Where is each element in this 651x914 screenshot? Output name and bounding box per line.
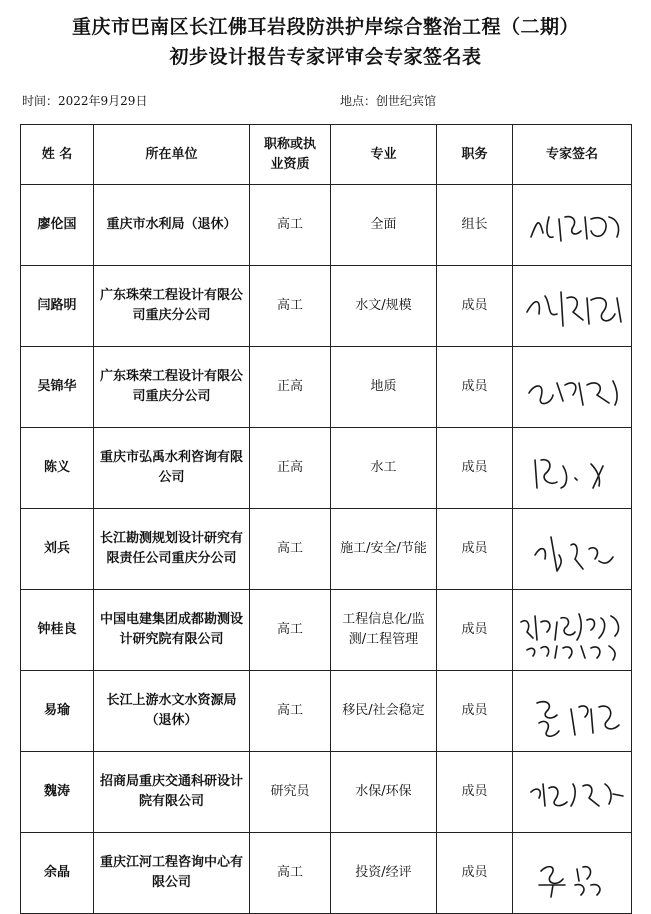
- cell-major: 移民/社会稳定: [331, 671, 437, 752]
- document-title-line-2: 初步设计报告专家评审会专家签名表: [169, 46, 482, 68]
- cell-signature: [513, 347, 632, 428]
- handwritten-signature: [517, 673, 632, 749]
- table-row: [21, 509, 632, 590]
- cell-name: 吴锦华: [21, 347, 94, 428]
- cell-name: 余晶: [21, 833, 94, 914]
- cell-role: 成员: [437, 428, 513, 509]
- header-role: 职务: [437, 125, 513, 185]
- signature-stroke: [535, 537, 613, 571]
- handwritten-signature: [517, 187, 632, 263]
- table-row: [21, 266, 632, 347]
- table-row: [21, 833, 632, 914]
- cell-signature: [513, 752, 632, 833]
- cell-signature: [513, 671, 632, 752]
- meeting-date: 时间：2022年9月29日: [22, 94, 148, 108]
- handwritten-signature: [517, 835, 632, 911]
- cell-unit: 中国电建集团成都勘测设计研究院有限公司: [94, 590, 250, 671]
- header-signature: 专家签名: [513, 125, 632, 185]
- cell-unit: 长江上游水文水资源局（退休）: [94, 671, 250, 752]
- cell-role: 组长: [437, 185, 513, 266]
- handwritten-signature: [517, 511, 632, 587]
- cell-role: 成员: [437, 509, 513, 590]
- signature-stroke: [531, 217, 619, 241]
- cell-unit: 长江勘测规划设计研究有限责任公司重庆分公司: [94, 509, 250, 590]
- handwritten-signature: [517, 349, 632, 425]
- cell-major: 水工: [331, 428, 437, 509]
- signature-stroke: [527, 292, 621, 326]
- cell-role: 成员: [437, 266, 513, 347]
- cell-major: 水保/环保: [331, 752, 437, 833]
- cell-name: 易瑜: [21, 671, 94, 752]
- cell-name: 钟桂良: [21, 590, 94, 671]
- table-row: [21, 428, 632, 509]
- header-major: 专业: [331, 125, 437, 185]
- cell-name: 廖伦国: [21, 185, 94, 266]
- signature-stroke: [539, 867, 600, 897]
- table-row: [21, 590, 632, 671]
- handwritten-signature: [517, 592, 632, 668]
- cell-title: 高工: [250, 266, 331, 347]
- cell-role: 成员: [437, 590, 513, 671]
- handwritten-signature: [517, 754, 632, 830]
- signature-stroke: [537, 702, 619, 737]
- cell-unit: 招商局重庆交通科研设计院有限公司: [94, 752, 250, 833]
- table-row: [21, 671, 632, 752]
- cell-major: 工程信息化/监测/工程管理: [331, 590, 437, 671]
- cell-title: 研究员: [250, 752, 331, 833]
- signature-stroke: [521, 614, 618, 660]
- cell-role: 成员: [437, 833, 513, 914]
- header-name: 姓 名: [21, 125, 94, 185]
- cell-name: 闫路明: [21, 266, 94, 347]
- cell-title: 正高: [250, 428, 331, 509]
- table-header-row: [21, 125, 632, 185]
- signature-table: [20, 124, 632, 914]
- cell-unit: 广东珠荣工程设计有限公司重庆分公司: [94, 347, 250, 428]
- cell-role: 成员: [437, 347, 513, 428]
- cell-signature: [513, 590, 632, 671]
- cell-unit: 重庆江河工程咨询中心有限公司: [94, 833, 250, 914]
- header-unit: 所在单位: [94, 125, 250, 185]
- cell-major: 施工/安全/节能: [331, 509, 437, 590]
- handwritten-signature: [517, 268, 632, 344]
- cell-signature: [513, 266, 632, 347]
- cell-title: 高工: [250, 509, 331, 590]
- handwritten-signature: [517, 430, 632, 506]
- signature-stroke: [535, 460, 603, 488]
- cell-name: 刘兵: [21, 509, 94, 590]
- cell-title: 正高: [250, 347, 331, 428]
- cell-role: 成员: [437, 752, 513, 833]
- cell-title: 高工: [250, 590, 331, 671]
- table-row: [21, 347, 632, 428]
- cell-title: 高工: [250, 833, 331, 914]
- cell-major: 全面: [331, 185, 437, 266]
- cell-unit: 重庆市弘禹水利咨询有限公司: [94, 428, 250, 509]
- table-row: [21, 752, 632, 833]
- cell-name: 魏涛: [21, 752, 94, 833]
- cell-major: 投资/经评: [331, 833, 437, 914]
- cell-major: 水文/规模: [331, 266, 437, 347]
- cell-signature: [513, 833, 632, 914]
- cell-unit: 重庆市水利局（退休）: [94, 185, 250, 266]
- document-title-line-1: 重庆市巴南区长江佛耳岩段防洪护岸综合整治工程（二期）: [71, 16, 579, 38]
- table-row: [21, 185, 632, 266]
- signature-stroke: [529, 381, 617, 405]
- meeting-location: 地点：创世纪宾馆: [340, 94, 437, 108]
- cell-role: 成员: [437, 671, 513, 752]
- signature-stroke: [531, 784, 623, 806]
- cell-signature: [513, 509, 632, 590]
- cell-title: 高工: [250, 185, 331, 266]
- cell-title: 高工: [250, 671, 331, 752]
- cell-major: 地质: [331, 347, 437, 428]
- header-title: 职称或执业资质: [250, 125, 331, 185]
- cell-name: 陈义: [21, 428, 94, 509]
- cell-unit: 广东珠荣工程设计有限公司重庆分公司: [94, 266, 250, 347]
- cell-signature: [513, 185, 632, 266]
- cell-signature: [513, 428, 632, 509]
